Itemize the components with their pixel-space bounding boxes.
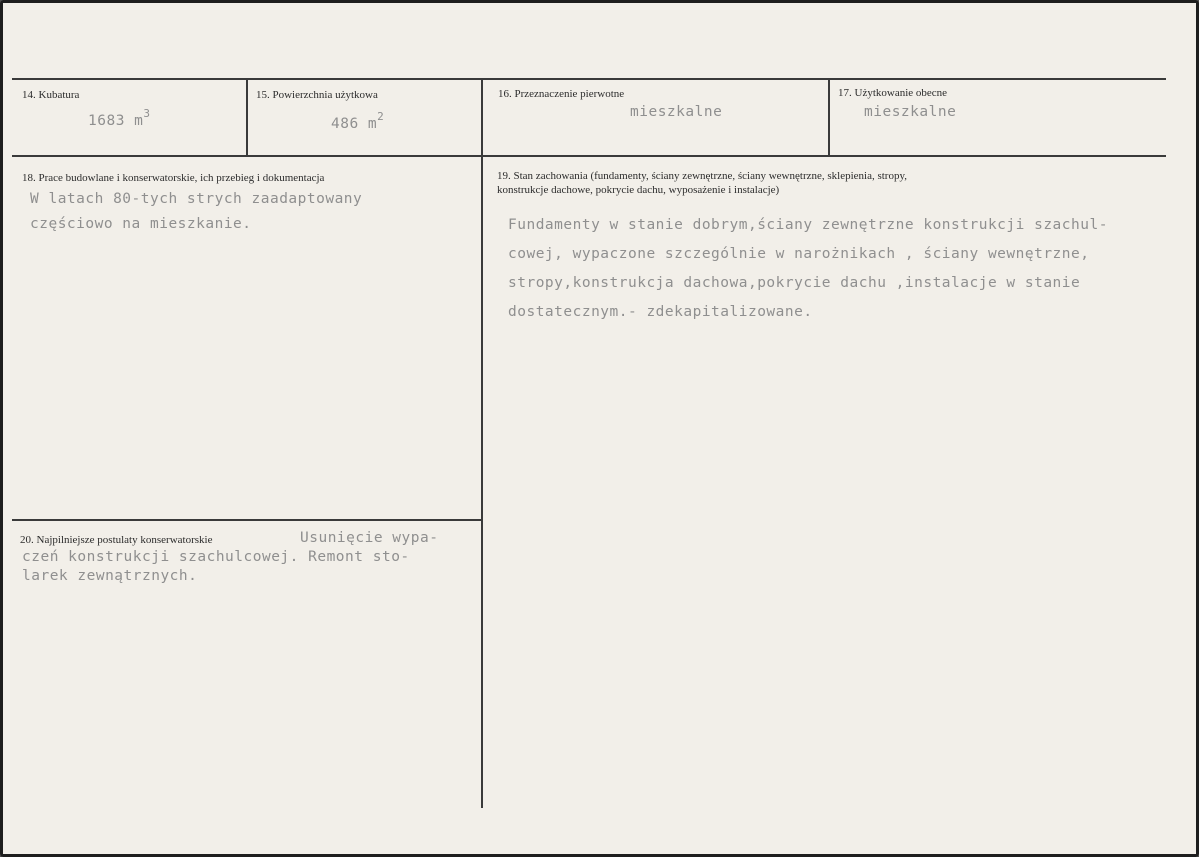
field-19-line: dostatecznym.- zdekapitalizowane. xyxy=(508,304,813,320)
divider-15-16 xyxy=(481,78,483,808)
field-20-text xyxy=(22,548,410,586)
field-19-line: Fundamenty w stanie dobrym,ściany zewnętrzne konstrukcji szachul- xyxy=(508,217,1108,233)
field-18-label: 18. Prace budowlane i konserwatorskie, ich przebieg i dokumentacja xyxy=(22,172,325,184)
field-19-text xyxy=(508,211,1108,327)
field-14-label: 14. Kubatura xyxy=(22,89,80,101)
field-15-number: 486 m xyxy=(331,116,378,132)
field-14-exponent: 3 xyxy=(143,107,151,120)
section-20-top-rule xyxy=(12,519,482,521)
field-20-label: 20. Najpilniejsze postulaty konserwatorskie xyxy=(20,534,213,546)
field-20-first-value: Usunięcie wypa- xyxy=(300,530,439,546)
field-15-exponent: 2 xyxy=(377,110,385,123)
field-20-line: larek zewnątrznych. xyxy=(22,568,198,584)
header-bottom-rule xyxy=(12,155,1166,157)
field-20-line: czeń konstrukcji szachulcowej. Remont sto- xyxy=(22,549,410,565)
field-14-value xyxy=(88,107,151,129)
field-18-line: W latach 80-tych strych zaadaptowany xyxy=(30,191,363,207)
field-19-label xyxy=(497,169,907,197)
field-16-value: mieszkalne xyxy=(630,104,723,120)
field-17-value: mieszkalne xyxy=(864,104,957,120)
field-15-value xyxy=(331,110,384,132)
field-18-line: częściowo na mieszkanie. xyxy=(30,216,252,232)
field-14-number: 1683 m xyxy=(88,113,144,129)
top-rule xyxy=(12,78,1166,80)
field-17-label: 17. Użytkowanie obecne xyxy=(838,87,948,99)
field-18-text xyxy=(30,187,362,237)
divider-14-15 xyxy=(246,78,248,155)
field-19-label-line: 19. Stan zachowania (fundamenty, ściany zewnętrzne, ściany wewnętrzne, sklepienia, stropy, xyxy=(497,170,908,182)
field-19-line: cowej, wypaczone szczególnie w narożnikach , ściany wewnętrzne, xyxy=(508,246,1090,262)
divider-16-17 xyxy=(828,78,830,155)
field-15-label: 15. Powierzchnia użytkowa xyxy=(256,89,378,101)
field-16-label: 16. Przeznaczenie pierwotne xyxy=(498,88,625,100)
field-19-label-line: konstrukcje dachowe, pokrycie dachu, wyposażenie i instalacje) xyxy=(497,184,780,196)
field-19-line: stropy,konstrukcja dachowa,pokrycie dachu ,instalacje w stanie xyxy=(508,275,1081,291)
